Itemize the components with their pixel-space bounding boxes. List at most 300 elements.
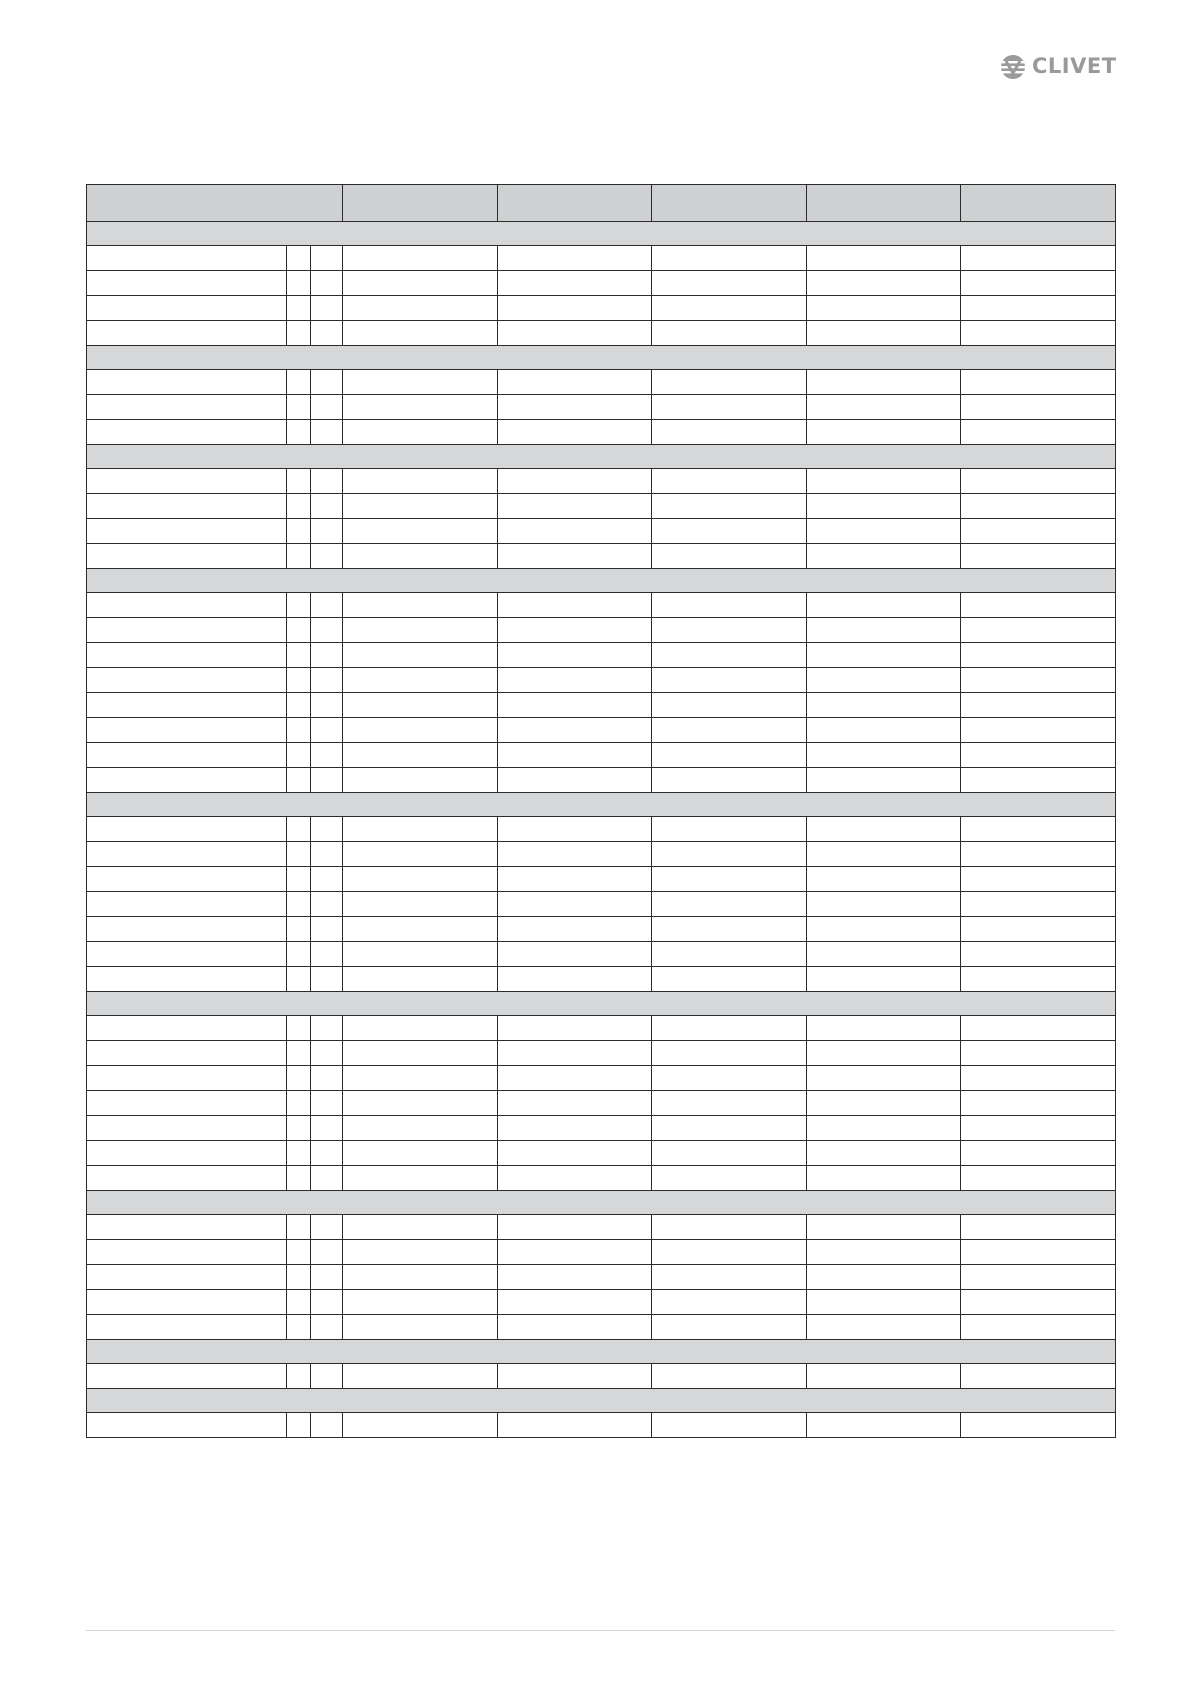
table-cell — [343, 1290, 498, 1315]
table-cell — [343, 817, 498, 842]
table-cell — [311, 1364, 343, 1389]
table-cell — [87, 743, 287, 768]
table-cell — [311, 321, 343, 346]
table-cell — [87, 1364, 287, 1389]
table-cell — [652, 246, 807, 271]
table-header-cell — [652, 185, 807, 222]
section-header-row — [87, 793, 1116, 817]
table-cell — [807, 867, 961, 892]
table-cell — [343, 668, 498, 693]
brand-name: CLIVET — [1032, 54, 1117, 78]
table-cell — [287, 1413, 311, 1438]
table-cell — [343, 1141, 498, 1166]
table-cell — [961, 321, 1116, 346]
table-cell — [287, 1041, 311, 1066]
table-cell — [287, 643, 311, 668]
table-cell — [87, 693, 287, 718]
table-cell — [311, 1016, 343, 1041]
table-cell — [287, 817, 311, 842]
table-cell — [652, 917, 807, 942]
table-cell — [287, 370, 311, 395]
table-cell — [87, 1413, 287, 1438]
table-cell — [652, 1315, 807, 1340]
table-row — [87, 643, 1116, 668]
table-cell — [807, 246, 961, 271]
table-cell — [311, 1413, 343, 1438]
table-cell — [311, 593, 343, 618]
table-cell — [87, 942, 287, 967]
table-cell — [961, 1240, 1116, 1265]
table-cell — [311, 618, 343, 643]
specification-table — [86, 184, 1116, 1438]
table-cell — [311, 370, 343, 395]
table-cell — [652, 867, 807, 892]
table-cell — [652, 296, 807, 321]
table-cell — [311, 817, 343, 842]
table-cell — [287, 1016, 311, 1041]
table-cell — [498, 420, 652, 445]
table-cell — [961, 693, 1116, 718]
table-cell — [498, 1066, 652, 1091]
table-row — [87, 743, 1116, 768]
table-cell — [807, 593, 961, 618]
table-cell — [311, 842, 343, 867]
table-cell — [652, 519, 807, 544]
table-cell — [498, 1041, 652, 1066]
table-cell — [807, 1016, 961, 1041]
table-cell — [287, 668, 311, 693]
table-cell — [287, 519, 311, 544]
table-cell — [652, 1240, 807, 1265]
table-cell — [498, 1091, 652, 1116]
table-cell — [287, 494, 311, 519]
table-cell — [87, 420, 287, 445]
table-row — [87, 1315, 1116, 1340]
table-cell — [498, 1215, 652, 1240]
section-header-row — [87, 1389, 1116, 1413]
table-cell — [87, 1265, 287, 1290]
table-cell — [498, 942, 652, 967]
table-cell — [498, 668, 652, 693]
table-cell — [652, 693, 807, 718]
table-cell — [311, 718, 343, 743]
table-cell — [807, 942, 961, 967]
table-cell — [311, 917, 343, 942]
table-cell — [343, 370, 498, 395]
table-cell — [807, 718, 961, 743]
table-cell — [498, 1364, 652, 1389]
table-cell — [652, 321, 807, 346]
table-cell — [311, 420, 343, 445]
table-cell — [287, 867, 311, 892]
table-cell — [498, 618, 652, 643]
table-cell — [498, 643, 652, 668]
section-title — [87, 1389, 1116, 1413]
table-row — [87, 1290, 1116, 1315]
table-cell — [87, 544, 287, 569]
table-cell — [961, 1364, 1116, 1389]
table-cell — [807, 892, 961, 917]
table-header-cell — [961, 185, 1116, 222]
table-cell — [652, 1016, 807, 1041]
table-cell — [498, 370, 652, 395]
table-cell — [961, 967, 1116, 992]
table-cell — [343, 519, 498, 544]
table-cell — [343, 1116, 498, 1141]
table-cell — [287, 842, 311, 867]
table-cell — [961, 519, 1116, 544]
table-cell — [961, 420, 1116, 445]
table-cell — [652, 544, 807, 569]
table-cell — [87, 1016, 287, 1041]
table-cell — [652, 967, 807, 992]
table-cell — [807, 1091, 961, 1116]
table-cell — [498, 593, 652, 618]
table-cell — [961, 942, 1116, 967]
table-cell — [961, 1265, 1116, 1290]
table-cell — [652, 1091, 807, 1116]
table-cell — [961, 1141, 1116, 1166]
table-cell — [287, 768, 311, 793]
table-cell — [498, 967, 652, 992]
table-cell — [652, 768, 807, 793]
table-cell — [311, 1166, 343, 1191]
table-cell — [87, 917, 287, 942]
table-cell — [498, 494, 652, 519]
section-header-row — [87, 992, 1116, 1016]
table-cell — [343, 768, 498, 793]
table-cell — [961, 1116, 1116, 1141]
table-cell — [287, 1240, 311, 1265]
table-cell — [652, 271, 807, 296]
table-cell — [961, 271, 1116, 296]
table-header-cell — [87, 185, 343, 222]
table-cell — [807, 321, 961, 346]
table-cell — [287, 1066, 311, 1091]
table-row — [87, 1166, 1116, 1191]
section-header-row — [87, 569, 1116, 593]
table-cell — [498, 1265, 652, 1290]
table-cell — [287, 718, 311, 743]
table-cell — [287, 693, 311, 718]
table-cell — [961, 643, 1116, 668]
table-cell — [343, 693, 498, 718]
table-row — [87, 1364, 1116, 1389]
table-cell — [343, 1240, 498, 1265]
table-cell — [652, 892, 807, 917]
table-header-cell — [807, 185, 961, 222]
table-cell — [652, 420, 807, 445]
table-cell — [961, 892, 1116, 917]
table-row — [87, 519, 1116, 544]
table-cell — [343, 743, 498, 768]
table-cell — [87, 1091, 287, 1116]
table-cell — [311, 867, 343, 892]
table-cell — [652, 942, 807, 967]
table-cell — [311, 1290, 343, 1315]
table-cell — [287, 1315, 311, 1340]
table-cell — [961, 296, 1116, 321]
table-row — [87, 1041, 1116, 1066]
table-cell — [287, 917, 311, 942]
table-cell — [87, 271, 287, 296]
table-cell — [961, 917, 1116, 942]
table-cell — [311, 743, 343, 768]
section-title — [87, 569, 1116, 593]
table-cell — [498, 693, 652, 718]
table-cell — [311, 1091, 343, 1116]
table-cell — [961, 842, 1116, 867]
table-cell — [498, 1141, 652, 1166]
table-cell — [652, 370, 807, 395]
table-cell — [287, 892, 311, 917]
table-cell — [311, 1265, 343, 1290]
table-cell — [807, 296, 961, 321]
table-cell — [343, 1215, 498, 1240]
table-cell — [87, 593, 287, 618]
table-cell — [498, 842, 652, 867]
table-row — [87, 271, 1116, 296]
table-row — [87, 892, 1116, 917]
table-cell — [287, 544, 311, 569]
table-cell — [287, 1215, 311, 1240]
table-cell — [961, 494, 1116, 519]
table-cell — [961, 1041, 1116, 1066]
table-cell — [311, 693, 343, 718]
table-cell — [87, 1215, 287, 1240]
table-row — [87, 296, 1116, 321]
table-row — [87, 1413, 1116, 1438]
section-title — [87, 1191, 1116, 1215]
table-cell — [961, 370, 1116, 395]
table-cell — [807, 1240, 961, 1265]
table-cell — [807, 817, 961, 842]
table-cell — [807, 370, 961, 395]
table-cell — [498, 1116, 652, 1141]
table-cell — [311, 246, 343, 271]
table-cell — [87, 967, 287, 992]
table-cell — [498, 469, 652, 494]
table-cell — [343, 1413, 498, 1438]
table-cell — [961, 593, 1116, 618]
table-cell — [87, 892, 287, 917]
table-cell — [961, 1413, 1116, 1438]
table-row — [87, 817, 1116, 842]
table-cell — [343, 1166, 498, 1191]
table-cell — [87, 817, 287, 842]
table-cell — [961, 1290, 1116, 1315]
table-cell — [87, 1041, 287, 1066]
table-cell — [343, 842, 498, 867]
table-cell — [311, 942, 343, 967]
table-cell — [807, 519, 961, 544]
table-cell — [87, 718, 287, 743]
table-cell — [343, 271, 498, 296]
table-cell — [87, 494, 287, 519]
table-cell — [498, 1413, 652, 1438]
table-cell — [807, 420, 961, 445]
table-cell — [961, 395, 1116, 420]
table-cell — [961, 1091, 1116, 1116]
section-header-row — [87, 1340, 1116, 1364]
section-header-row — [87, 1191, 1116, 1215]
table-cell — [87, 469, 287, 494]
table-cell — [311, 519, 343, 544]
table-cell — [311, 1041, 343, 1066]
table-cell — [87, 1315, 287, 1340]
table-cell — [807, 643, 961, 668]
table-cell — [498, 718, 652, 743]
table-cell — [287, 395, 311, 420]
table-row — [87, 768, 1116, 793]
table-row — [87, 618, 1116, 643]
table-cell — [343, 420, 498, 445]
table-cell — [652, 593, 807, 618]
table-cell — [961, 1315, 1116, 1340]
table-cell — [807, 494, 961, 519]
table-cell — [652, 1290, 807, 1315]
table-cell — [311, 892, 343, 917]
table-cell — [287, 1141, 311, 1166]
table-cell — [961, 817, 1116, 842]
table-cell — [498, 1166, 652, 1191]
table-row — [87, 246, 1116, 271]
section-header-row — [87, 445, 1116, 469]
table-cell — [807, 1413, 961, 1438]
table-cell — [498, 1016, 652, 1041]
table-cell — [343, 967, 498, 992]
table-cell — [961, 1215, 1116, 1240]
table-cell — [343, 593, 498, 618]
table-cell — [311, 1066, 343, 1091]
table-row — [87, 420, 1116, 445]
table-header-cell — [498, 185, 652, 222]
table-cell — [287, 1265, 311, 1290]
table-cell — [807, 967, 961, 992]
table-cell — [498, 395, 652, 420]
table-cell — [652, 494, 807, 519]
table-cell — [652, 1066, 807, 1091]
table-cell — [311, 1141, 343, 1166]
table-cell — [87, 1066, 287, 1091]
table-cell — [287, 1116, 311, 1141]
table-cell — [498, 1240, 652, 1265]
table-cell — [498, 743, 652, 768]
table-cell — [311, 271, 343, 296]
table-cell — [343, 1265, 498, 1290]
table-cell — [287, 321, 311, 346]
section-title — [87, 1340, 1116, 1364]
table-cell — [807, 469, 961, 494]
table-cell — [87, 395, 287, 420]
table-cell — [343, 1091, 498, 1116]
table-cell — [311, 643, 343, 668]
table-cell — [343, 296, 498, 321]
table-cell — [287, 1166, 311, 1191]
table-row — [87, 1141, 1116, 1166]
table-cell — [287, 618, 311, 643]
table-cell — [652, 817, 807, 842]
table-cell — [287, 967, 311, 992]
table-cell — [87, 1141, 287, 1166]
table-cell — [311, 395, 343, 420]
table-cell — [652, 842, 807, 867]
table-cell — [343, 867, 498, 892]
table-cell — [807, 1116, 961, 1141]
table-cell — [287, 593, 311, 618]
table-cell — [87, 842, 287, 867]
table-cell — [311, 494, 343, 519]
table-cell — [343, 1066, 498, 1091]
table-cell — [311, 296, 343, 321]
table-row — [87, 1240, 1116, 1265]
table-cell — [287, 942, 311, 967]
table-cell — [652, 668, 807, 693]
table-cell — [807, 1265, 961, 1290]
table-cell — [498, 817, 652, 842]
table-cell — [311, 1240, 343, 1265]
table-cell — [652, 618, 807, 643]
table-row — [87, 1215, 1116, 1240]
table-cell — [343, 494, 498, 519]
section-title — [87, 222, 1116, 246]
table-cell — [807, 842, 961, 867]
table-cell — [87, 296, 287, 321]
table-row — [87, 942, 1116, 967]
section-title — [87, 992, 1116, 1016]
table-cell — [343, 1315, 498, 1340]
table-cell — [807, 1290, 961, 1315]
table-cell — [961, 469, 1116, 494]
table-cell — [498, 768, 652, 793]
table-cell — [311, 544, 343, 569]
table-cell — [287, 296, 311, 321]
table-cell — [343, 917, 498, 942]
table-cell — [652, 395, 807, 420]
table-cell — [807, 1141, 961, 1166]
table-cell — [87, 1290, 287, 1315]
section-header-row — [87, 222, 1116, 246]
table-cell — [287, 1364, 311, 1389]
table-cell — [652, 718, 807, 743]
table-cell — [961, 768, 1116, 793]
table-cell — [961, 743, 1116, 768]
table-row — [87, 1066, 1116, 1091]
table-row — [87, 395, 1116, 420]
footer-rule — [86, 1630, 1115, 1631]
table-cell — [87, 519, 287, 544]
table-cell — [807, 618, 961, 643]
table-cell — [311, 469, 343, 494]
table-cell — [961, 867, 1116, 892]
table-cell — [498, 867, 652, 892]
section-header-row — [87, 346, 1116, 370]
table-cell — [343, 718, 498, 743]
section-title — [87, 793, 1116, 817]
table-cell — [343, 395, 498, 420]
table-cell — [498, 519, 652, 544]
table-cell — [498, 544, 652, 569]
table-cell — [498, 246, 652, 271]
table-cell — [343, 1041, 498, 1066]
table-cell — [87, 1116, 287, 1141]
table-cell — [343, 892, 498, 917]
table-cell — [498, 296, 652, 321]
table-row — [87, 693, 1116, 718]
table-header-row — [87, 185, 1116, 222]
table-cell — [807, 1315, 961, 1340]
table-cell — [652, 1364, 807, 1389]
